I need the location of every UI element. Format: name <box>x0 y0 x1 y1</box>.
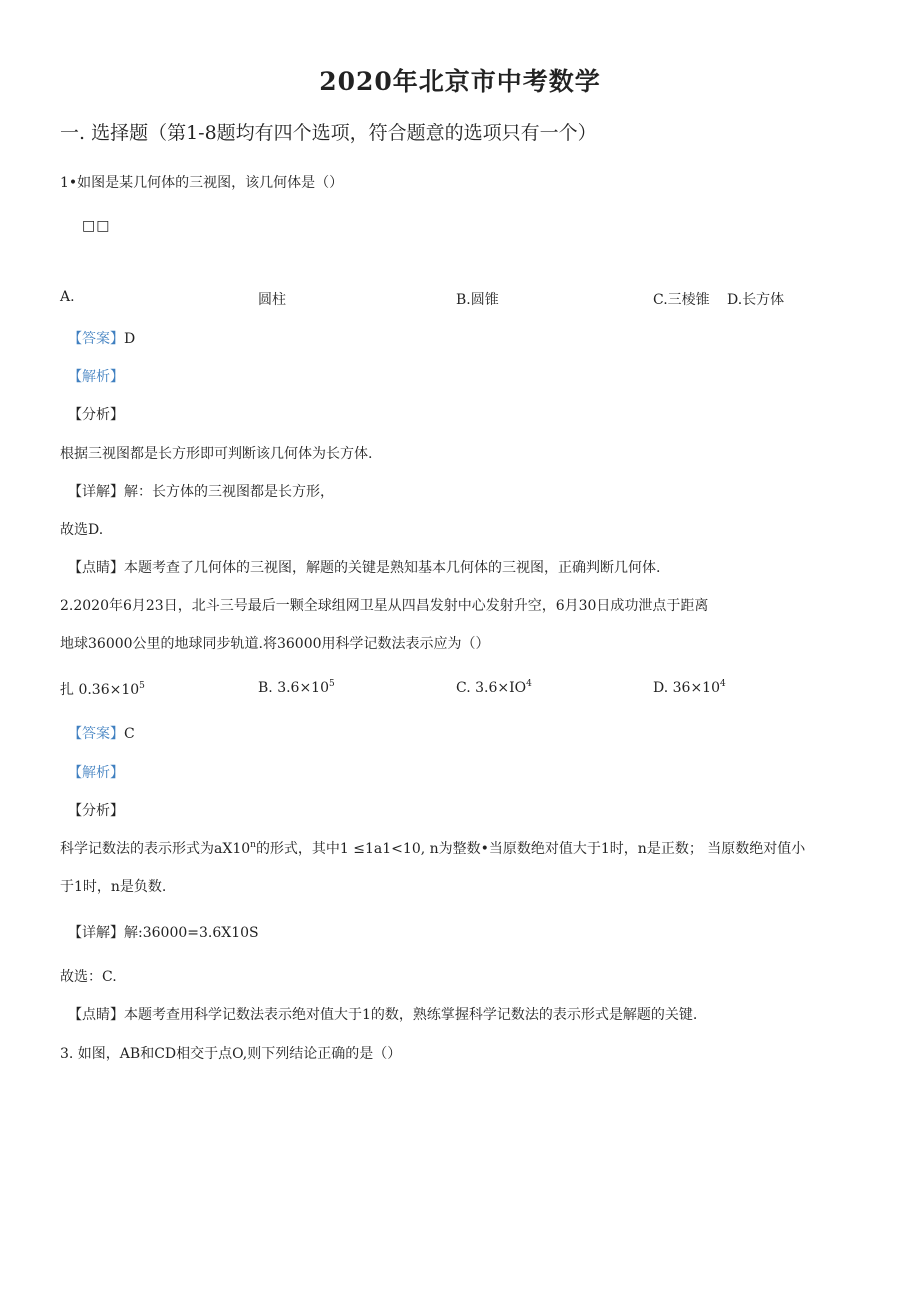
q2-detail-text: 解:36000=3.6X10S <box>124 925 259 941</box>
q1-answer-value: D <box>124 331 136 347</box>
q1-answer <box>68 328 135 348</box>
q2-detail-tag: 【详解】 <box>68 925 124 941</box>
q2-analysis-tag: 【解析】 <box>68 765 124 781</box>
q2-comment-text: 本题考查用科学记数法表示绝对值大于1的数，熟练掌握科学记数法的表示形式是解题的关键. <box>124 1007 698 1023</box>
section-heading: 一. 选择题（第1-8题均有四个选项，符合题意的选项只有一个） <box>60 122 597 144</box>
q2-comment-tag: 【点睛】 <box>68 1007 124 1023</box>
q2-fenxi-line1-sup: n <box>250 840 256 850</box>
q1-option-c: C.三棱锥 <box>653 292 710 308</box>
q2-fenxi-line2: 于1时，n是负数. <box>60 879 167 895</box>
q1-figure-placeholder: □□ <box>82 218 111 234</box>
q1-comment <box>68 557 660 577</box>
page-title: 2020年北京市中考数学 <box>319 67 601 96</box>
q1-option-d: D.长方体 <box>727 292 785 308</box>
q2-option-d-base: D. 36×10 <box>653 680 720 696</box>
q2-conclusion: 故选：C. <box>60 969 117 985</box>
q1-option-a-text: 圆柱 <box>258 292 286 308</box>
q2-comment <box>68 1004 697 1024</box>
q2-option-c-exp: 4 <box>526 679 532 689</box>
q2-option-c-base: C. 3.6×IO <box>456 680 527 696</box>
q1-fenxi-tag: 【分析】 <box>68 407 124 423</box>
q2-stem-line1: 2.2020年6月23日，北斗三号最后一颗全球组网卫星从四昌发射中心发射升空，6月30日成功泄点于距离 <box>60 598 709 614</box>
q2-answer-value: C <box>124 726 135 742</box>
q1-stem: 1•如图是某几何体的三视图，该几何体是（） <box>60 175 344 191</box>
q2-option-c <box>456 679 532 696</box>
q2-detail <box>68 922 259 942</box>
q2-stem-line2: 地球36000公里的地球同步轨道.将36000用科学记数法表示应为（） <box>60 636 490 652</box>
q2-fenxi-line1-b: 的形式，其中1 ≤1a1<10, n为整数•当原数绝对值大于1时，n是正数； 当原数绝对值小 <box>255 841 806 857</box>
q2-option-d <box>653 679 726 696</box>
q2-option-a-base: 扎 0.36×10 <box>60 682 140 698</box>
q1-answer-tag: 【答案】 <box>68 331 124 347</box>
q3-stem: 3. 如图，AB和CD相交于点O,则下列结论正确的是（） <box>60 1046 402 1062</box>
q1-option-a: A. <box>60 289 75 305</box>
q1-comment-tag: 【点睛】 <box>68 560 124 576</box>
q1-fenxi-text: 根据三视图都是长方形即可判断该几何体为长方体. <box>60 446 373 462</box>
q2-option-a-exp: 5 <box>139 681 145 691</box>
q2-answer-tag: 【答案】 <box>68 726 124 742</box>
q1-detail <box>68 481 334 501</box>
q2-option-a <box>60 679 145 699</box>
q2-option-b-base: B. 3.6×10 <box>258 680 329 696</box>
q1-detail-tag: 【详解】 <box>68 484 124 500</box>
q2-option-d-exp: 4 <box>720 679 726 689</box>
q2-option-b <box>258 679 335 696</box>
q2-answer <box>68 723 135 743</box>
q1-comment-text: 本题考查了几何体的三视图，解题的关键是熟知基本几何体的三视图，正确判断几何体. <box>124 560 661 576</box>
q1-option-b: B.圆锥 <box>456 292 499 308</box>
q2-fenxi-line1-a: 科学记数法的表示形式为aX10 <box>60 841 251 857</box>
q1-analysis-tag: 【解析】 <box>68 369 124 385</box>
q2-fenxi-line1 <box>60 838 805 858</box>
q1-detail-text: 解：长方体的三视图都是长方形， <box>124 484 334 500</box>
q2-option-b-exp: 5 <box>329 679 335 689</box>
q1-conclusion: 故选D. <box>60 522 104 538</box>
q2-fenxi-tag: 【分析】 <box>68 803 124 819</box>
